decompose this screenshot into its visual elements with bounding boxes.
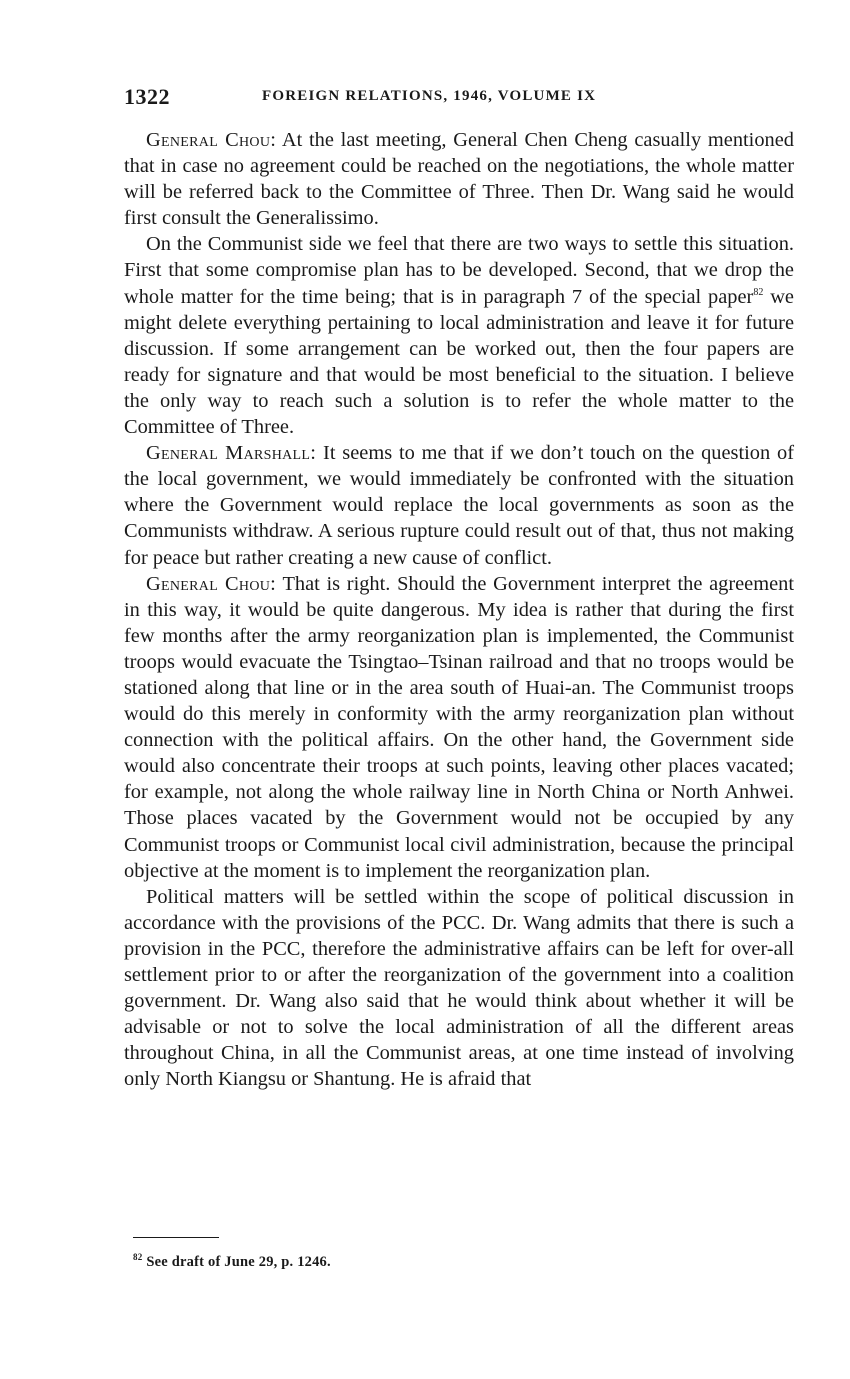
footnote-text: See draft of June 29, p. 1246. [146, 1254, 331, 1270]
page-header [124, 84, 794, 114]
paragraph-marshall [124, 440, 794, 570]
paragraph-chou-1 [124, 127, 794, 231]
footnote-reference: 82 [753, 286, 764, 298]
footnote [133, 1254, 331, 1271]
paragraph-text: That is right. Should the Government interpret the agreement in this way, it would be quite dangerous. My idea is rather that during the first few months after the army reorganization plan is implemented, the Communist troops would evacuate the Tsingtao–Tsinan railroad and that no troops would be stationed along that line or in the area south of Huai-an. The Communist troops would do this merely in conformity with the army reorganization plan without connection with the political affairs. On the other hand, the Government side would also concentrate their troops at such points, leaving other places vacated; for example, not along the whole railway line in North China or North Anhwei. Those places vacated by the Government would not be occupied by any Communist troops or Communist local civil administration, because the principal objective at the moment is to implement the reorganization plan. [124, 572, 794, 882]
speaker-label: General Marshall: [146, 442, 317, 465]
paragraph-text: It seems to me that if we don’t touch on the question of the local government, we would immediately be confronted with the situation where the Government would replace the local governments as soon as the Communists withdraw. A serious rupture could result out of that, thus not making for peace but rather creating a new cause of conflict. [124, 442, 794, 569]
speaker-label: General Chou: [146, 129, 277, 151]
speaker-label: General Chou: [146, 572, 277, 595]
paragraph-text: At the last meeting, General Chen Cheng casually mentioned that in case no agreement could be reached on the negotiations, the whole matter will be referred back to the Committee of Three. Then Dr. Wang said he would first consult the Generalissimo. [124, 129, 794, 230]
paragraph-text: Political matters will be settled within the scope of political discussion in accordance with the provisions of the PCC. Dr. Wang admits that there is such a provision in the PCC, therefore the administrative affairs can be left for over-all settlement prior to or after the reorganization of the government into a coalition government. Dr. Wang also said that he would think about whether it will be advisable or not to solve the local administration of all the different areas throughout China, in all the Communist areas, at one time instead of involving only North Kiangsu or Shantung. He is afraid that [124, 885, 794, 1091]
running-head: FOREIGN RELATIONS, 1946, VOLUME IX [262, 88, 597, 104]
paragraph-political-matters [124, 884, 794, 1093]
paragraph-chou-2 [124, 571, 794, 884]
paragraph-text: we might delete everything pertaining to local administration and leave it for future discussion. If some arrangement can be worked out, then the four papers are ready for signature and that would be most beneficial to the situation. I believe the only way to reach such a solution is to refer the whole matter to the Committee of Three. [124, 285, 794, 439]
footnote-divider [133, 1237, 219, 1238]
footnote-number: 82 [133, 1252, 143, 1263]
paragraph-communist-side [124, 231, 794, 440]
page-number: 1322 [124, 84, 170, 109]
body-text [124, 127, 794, 1092]
paragraph-text: On the Communist side we feel that there are two ways to settle this situation. First that some compromise plan has to be developed. Second, that we drop the whole matter for the time being; that is in paragraph 7 of the special paper [124, 233, 794, 308]
